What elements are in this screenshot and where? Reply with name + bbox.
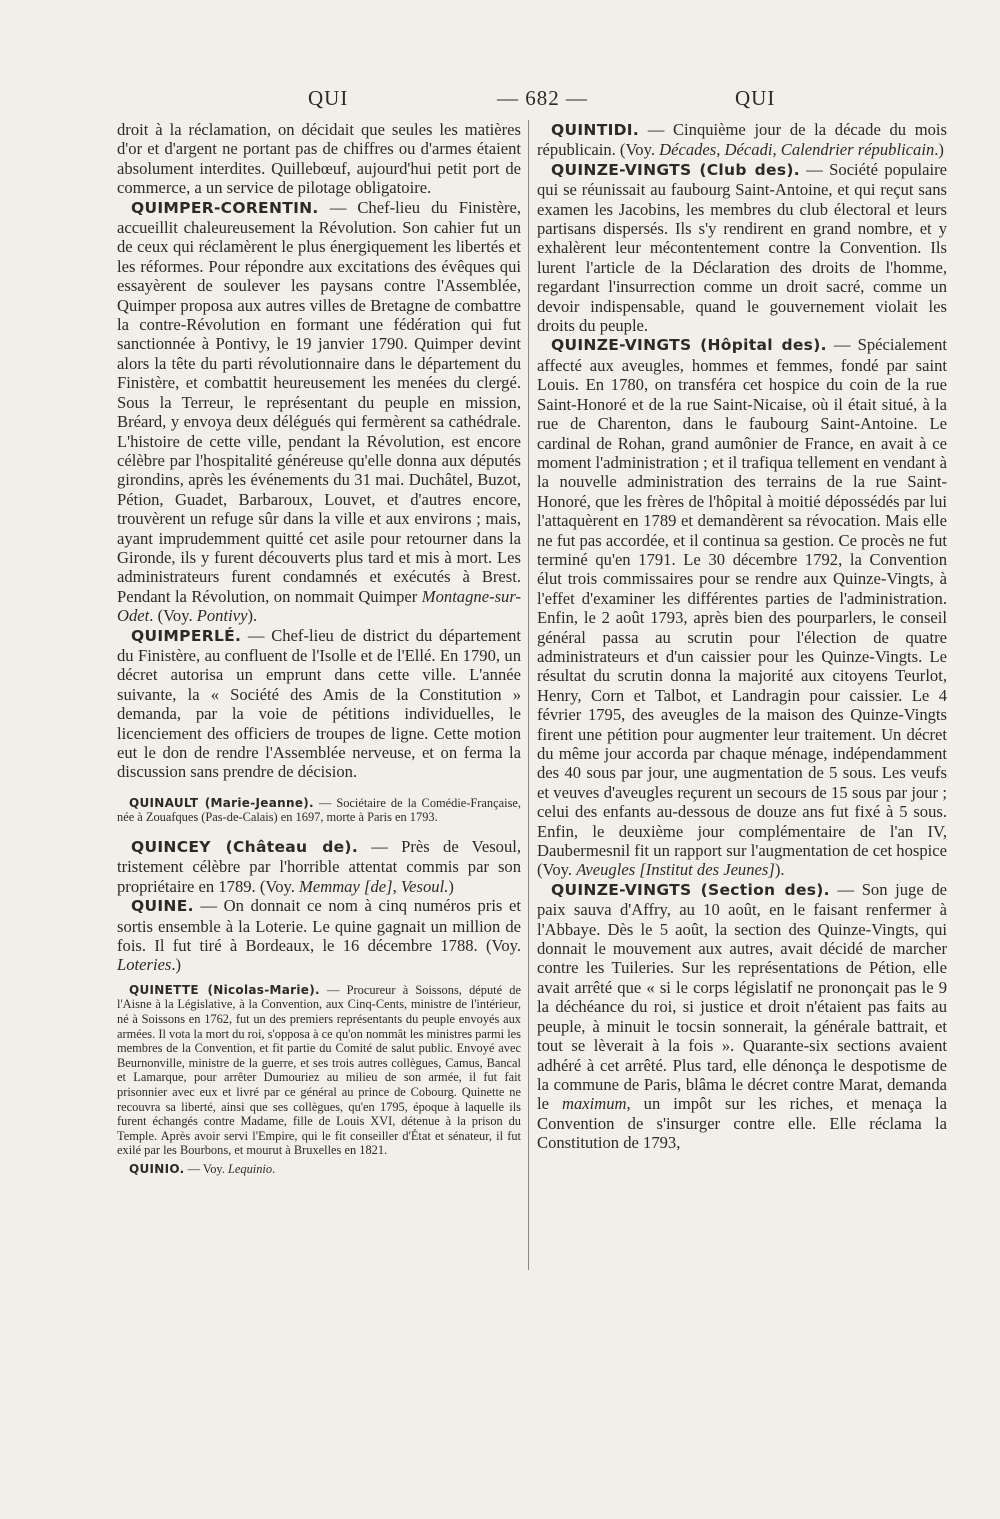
entry-italic: Pontivy [196, 606, 248, 626]
running-header [0, 86, 1000, 116]
entry-quinze-vingts-hopital [537, 335, 947, 879]
entry-text: — Chef-lieu du Finistère, accueillit chaleureusement la Révolution. Son cahier fut un de ceux qui réclamèrent le plus énergiquement les libertés et les réformes. Pour répondre aux excitations des évêques qui essayèrent de soulever les paysans contre l'Assemblée, Quimper proposa aux autres villes de Bretagne de combattre la contre-Révolution en formant une fédération qui fut sanctionnée à Pontivy, le 19 janvier 1790. Quimper devint alors la tête du parti révolutionnaire dans le département du Finistère, et combattit heureusement les menées du clergé. Sous la Terreur, le représentant du peuple en mission, Bréard, y envoya deux délégués qui fermèrent sa cathédrale. L'histoire de cette ville, pendant la Révolution, est encore célèbre par l'hospitalité généreuse qu'elle donna aux députés girondins, après les événements du 31 mai. Duchâtel, Buzot, Pétion, Guadet, Barbaroux, Louvet, et d'autres encore, trouvèrent un refuge sûr dans la ville et aux environs ; mais, ayant imprudemment quitté cet asile pour retourner dans la Gironde, ils y furent découverts plus tard et mis à mort. Les administrateurs furent condamnés et exécutés à Brest. Pendant la Révolution, on nommait Quimper [117, 197, 521, 606]
header-right-keyword: QUI [735, 86, 776, 110]
entry-quine [117, 896, 521, 975]
entry-text: . (Voy. [149, 606, 197, 626]
entry-text: — Près de Vesoul, tristement célèbre par l'horrible attentat commis par son propriétaire en 1789. (Voy. [117, 837, 522, 896]
entry-headword: QUINTIDI. [551, 121, 640, 139]
entry-text: . [272, 1161, 276, 1176]
entry-headword: QUINAULT (Marie-Jeanne). [129, 795, 314, 810]
entry-text: — Chef-lieu de district du département du Finistère, au confluent de l'Isolle et de l'Ellé. En 1790, un décret autorisa un emprunt dans cette ville. L'année suivante, la « Société des Amis de la Constitution » demanda, par la voie de pétitions individuelles, le licenciement des officiers de troupes de ligne. Cette motion eut le don de rendre l'Assemblée nerveuse, et on ferma la discussion sans prendre de décision. [117, 625, 521, 782]
entry-text: — Sociétaire de la Comédie-Française, née à Zouafques (Pas-de-Calais) en 1697, morte à Paris en 1793. [117, 795, 521, 825]
entry-quinze-vingts-club [537, 160, 947, 336]
entry-text: ). [247, 606, 258, 626]
entry-text: , un impôt sur les riches, et menaça la Convention de s'insurger contre elle. Elle réclama la Constitution de 1793, [537, 1094, 947, 1153]
entry-text: — Société populaire qui se réunissait au faubourg Saint-Antoine, et qui reçut sans examen les Jacobins, les membres du club électoral et leurs partisans dispersés. Ils s'y rendirent en grand nombre, et y exhalèrent leur mécontentement contre la Convention. Ils lurent l'article de la Déclaration des droits de l'homme, regardant l'insurrection comme un droit sacré, comme un devoir indispensable, quand le gouvernement violait les droits du peuple. [537, 159, 948, 336]
entry-quincey [117, 837, 521, 896]
entry-text: ) [448, 876, 454, 896]
entry-headword: QUINZE-VINGTS (Section des). [551, 880, 830, 899]
header-left-keyword: QUI [308, 86, 349, 110]
right-column [537, 120, 947, 1153]
entry-headword: QUINE. [131, 897, 194, 916]
entry-headword: QUIMPERLÉ. [131, 626, 242, 645]
entry-italic: Décades, Décadi, Calendrier républicain [659, 140, 935, 160]
entry-text: .) [934, 140, 944, 160]
entry-quinze-vingts-section [537, 880, 947, 1153]
entry-quimperle [117, 626, 521, 782]
entry-text: — Son juge de paix sauva d'Affry, au 10 août, en le faisant renfermer à l'Abbaye. Dès le 5 août, la section des Quinze-Vingts, qui donnait le mouvement aux autres, avait décidé de marcher contre les Tuileries. Sur les représentations de Pétion, elle avait arrêté que « si le corps législatif ne prononçait pas le 9 la déchéance du roi, si justice et droit n'étaient pas faits au peuple, à minuit le tocsin sonnerait, la générale battrait, et tout se lèverait à la fois ». Quarante-six sections avaient adhéré à cet arrêté. Plus tard, elle dénonça le despotisme de la commune de Paris, blâma le décret contre Marat, demanda le [537, 879, 947, 1114]
entry-quinio [117, 1162, 521, 1177]
continued-paragraph: droit à la réclamation, on décidait que seules les matières d'or et d'argent ne portant pas de chiffres ou d'armes étaient absolument interdites. Quillebœuf, aujourd'hui petit port de commerce, a un service de pilotage obligatoire. [117, 120, 521, 198]
left-column [117, 120, 521, 1189]
entry-italic: Aveugles [Institut des Jeunes] [576, 860, 775, 880]
entry-italic: Lequinio [228, 1161, 273, 1176]
entry-italic: Memmay [de], Vesoul. [299, 876, 449, 896]
entry-quinette [117, 983, 521, 1158]
entry-headword: QUINIO. [129, 1161, 185, 1176]
entry-headword: QUINZE-VINGTS (Hôpital des). [551, 336, 827, 355]
entry-text: — Cinquième jour de la décade du mois républicain. (Voy. [537, 120, 947, 160]
entry-italic: Loteries [117, 955, 172, 975]
entry-text: — On donnait ce nom à cinq numéros pris et sortis ensemble à la Loterie. Le quine gagnait un million de fois. Il fut tiré à Bordeaux, le 16 décembre 1788. (Voy. [117, 896, 521, 956]
entry-headword: QUINETTE (Nicolas-Marie). [129, 982, 320, 997]
entry-text: ). [774, 860, 785, 880]
entry-italic: maximum [561, 1094, 627, 1114]
entry-quintidi [537, 120, 947, 160]
entry-text: — Voy. [184, 1161, 229, 1176]
entry-text: .) [171, 955, 182, 975]
entry-text: — Spécialement affecté aux aveugles, hommes et femmes, fondé par saint Louis. En 1780, on transféra cet hospice du coin de la rue Saint-Honoré et de la rue Saint-Nicaise, où il était situé, à la rue de Charenton, dans le faubourg Saint-Antoine. Le cardinal de Rohan, grand aumônier de France, en avait à ce moment l'administration ; et il trafiqua tellement en vendant à la nouvelle administration des terrains de la rue Saint-Honoré, que les frères de l'hôpital à moitié dépossédés par lui l'attaquèrent en 1789 et demandèrent sa révocation. Mais elle ne fut pas accordée, et il continua sa gestion. Ce procès ne fut terminé qu'en 1791. Le 30 décembre 1792, la Convention élut trois commissaires pour se rendre aux Quinze-Vingts, à l'effet d'examiner les différentes parties de l'administration. Enfin, le 2 août 1793, après bien des pourparlers, le conseil général passa au scrutin pour l'élection de quatre administrateurs et d'un caissier pour les Quinze-Vingts. Le résultat du scrutin donna la majorité aux citoyens Teurlot, Henry, Corn et Talbot, et Landragin pour caissier. Le 4 février 1795, des aveugles de la maison des Quinze-Vingts firent une pétition pour augmenter leur traitement. Un décret du même jour accorda par chaque ménage, indépendamment des 40 sous par jour, une augmentation de 5 sous. Les veufs et veuves d'aveugles reçurent un secours de 15 sous par jour ; celui des enfants au-dessous de douze ans fut fixé à 5 sous. Enfin, le deuxième jour complémentaire de l'an IV, Daubermesnil fit un rapport sur l'augmentation de cet hospice (Voy. [537, 335, 947, 880]
entry-quinault [117, 796, 521, 825]
page-number: — 682 — [497, 86, 588, 110]
entry-italic: Montagne-sur-Odet [117, 586, 521, 626]
entry-headword: QUIMPER-CORENTIN. [131, 198, 319, 217]
entry-text: — Procureur à Soissons, député de l'Aisne à la Législative, à la Convention, aux Cinq-Cents, ministre de l'intérieur, né à Soissons en 1762, fut un des premiers représentants du peuple envoyés aux armées. Il vota la mort du roi, s'opposa à ce qu'on nommât les ministres parmi les membres de la Convention, et fit partie du Comité de salut public. Envoyé avec Beurnonville, ministre de la guerre, et ses trois autres collègues, Camus, Bancal et Lamarque, pour arrêter Dumouriez au milieu de son armée, il fut fait prisonnier avec eux et livré par ce général au prince de Cobourg. Quinette ne recouvra sa liberté, ainsi que ses collègues, qu'en 1795, époque à laquelle ils furent échangés contre Madame, fille de Louis XVI, détenue à la prison du Temple. Après avoir servi l'Empire, qui le fit conseiller d'État et sénateur, il fut exilé par les Bourbons, et mourut à Bruxelles en 1821. [117, 982, 521, 1158]
entry-quimper-corentin [117, 198, 521, 626]
entry-headword: QUINZE-VINGTS (Club des). [551, 160, 800, 179]
entry-headword: QUINCEY (Château de). [131, 838, 359, 856]
column-divider [528, 120, 529, 1270]
